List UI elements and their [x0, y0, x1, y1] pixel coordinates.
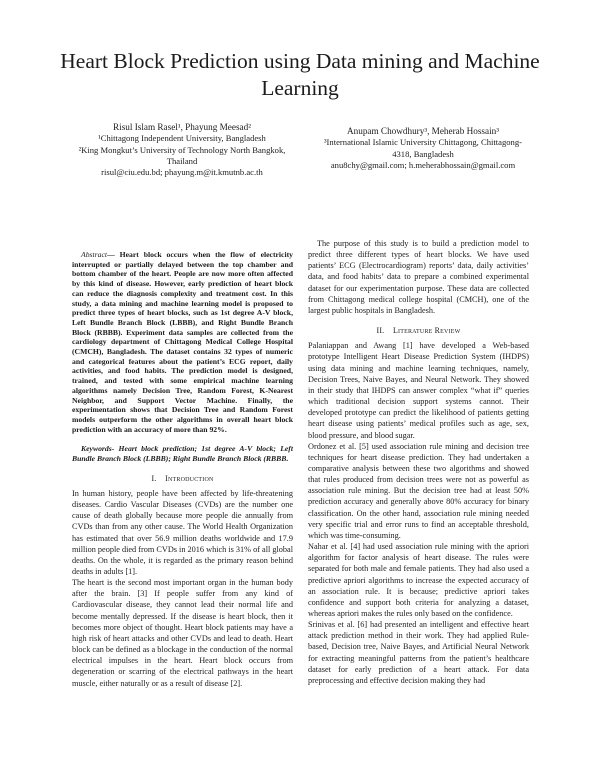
- author-block-2: [308, 126, 538, 171]
- paragraph: In human history, people have been affected by life-threatening diseases. Cardio Vascular Diseases (CVDs) are the number one cause of death globally because more people die annually from CVDs than from any other cause. The World Health Organization has estimated that over 56.9 million deaths worldwide and 17.9 million people died from CVDs in 2016 which is 31% of all global deaths. On the whole, it is regarded as the primary reason behind deaths in adults [1].: [72, 488, 293, 577]
- paragraph: Nahar et al. [4] had used association rule mining with the apriori algorithm for factor analysis of heart disease. The rules were separated for both male and female patients. They had also used a predictive apriori algorithms to increase the expected accuracy of an association rule. It is because; predictive apriori takes confidence and support both criteria for analyzing a dataset, whereas apriori makes the rules only based on the confidence.: [308, 542, 529, 618]
- right-column: [308, 238, 529, 686]
- section-title: Introduction: [165, 473, 214, 483]
- section-heading-literature-review: [308, 325, 529, 336]
- affiliation-line: ²King Mongkut’s University of Technology North Bangkok,: [78, 144, 286, 155]
- author-emails: anu8chy@gmail.com; h.meherabhossain@gmail.com: [330, 159, 516, 170]
- author-emails: risul@ciu.edu.bd; phayung.m@it.kmutnb.ac.th: [101, 167, 263, 178]
- paragraph: The purpose of this study is to build a prediction model to predict three different types of heart blocks. We have used patients’ ECG (Electrocardiogram) reports’ data, daily activities’ data, and food habits’ data to prepare a combined experimental dataset for our experimentation purpose. These data are collected from Chittagong medical college hospital (CMCH), one of the largest public hospitals in Bangladesh.: [308, 239, 529, 315]
- paper-title: Heart Block Prediction using Data mining and Machine Learning: [60, 49, 540, 100]
- section-title: Literature Review: [393, 326, 461, 336]
- author-names: Anupam Chowdhury³, Meherab Hossain³: [347, 126, 499, 136]
- affiliation-line: 4318, Bangladesh: [392, 148, 454, 159]
- abstract: [72, 250, 293, 434]
- abstract-text: — Heart block occurs when the flow of electricity interrupted or partially delayed between the top chamber and bottom chamber of the heart. People are now more often affected by this kind of disease. However, early prediction of heart block can reduce the diagnosis complexity and treatment cost. In this study, a data mining and machine learning model is proposed to predict three types of heart blocks, such as 1st degree A-V block, Left Bundle Branch Block (LBBB), and Right Bundle Branch Block (RBBB). Experiment data samples are collected from the cardiology department of Chittagong Medical College Hospital (CMCH), Bangladesh. The dataset contains 32 types of numeric and categorical features about the patient’s ECG report, daily activities, and food habits. The prediction model is designed, trained, and tested with some empirical machine learning algorithms namely Decision Tree, Random Forest, K-Nearest Neighbor, and Support Vector Machine. Finally, the experimentation shows that Decision Tree and Random Forest models outperform the other algorithms in overall heart block prediction with an accuracy of more than 92%.: [72, 250, 293, 434]
- abstract-label: Abstract: [81, 250, 108, 259]
- paragraph: Srinivas et al. [6] had presented an intelligent and effective heart attack prediction method in their work. They had applied Rule-based, Decision tree, Naive Bayes, and Artificial Neural Network for extracting meaningful patterns from the patient’s healthcare dataset for early prediction of a heart attack. For data preprocessing and effective decision making they had: [308, 620, 529, 685]
- paragraph: The heart is the second most important organ in the human body after the brain. [3] If people suffer from any kind of Cardiovascular disease, they cannot lead their normal life and become mentally depressed. If the disease is heart block, then it becomes more object of thought. Heart block patients may have a high risk of heart attacks and other CVDs and lead to death. Heart block can be defined as a blockage in the conduction of the normal electrical impulses in the heart. Heart block occurs from degeneration or scarring of the electrical pathways in the heart muscle, either naturally or as a result of disease [2].: [72, 578, 293, 688]
- affiliation-line: ¹Chittagong Independent University, Bangladesh: [98, 133, 266, 144]
- paragraph: Palaniappan and Awang [1] have developed a Web-based prototype Intelligent Heart Disease Prediction System (IHDPS) using data mining and machine learning techniques, namely, Decision Trees, Naive Bayes, and Neural Network. They showed in their study that IHDPS can answer complex “what if” queries which traditional decision support systems cannot. Their developed prototype can predict the likelihood of patients getting heart disease using patients’ medical profiles such as age, sex, blood pressure, and blood sugar.: [308, 341, 529, 440]
- affiliation-line: ³International Islamic University Chittagong, Chittagong-: [323, 137, 523, 148]
- affiliation-line: Thailand: [166, 155, 198, 166]
- section-number: I.: [151, 473, 157, 483]
- section-heading-introduction: [72, 473, 293, 484]
- left-column: [72, 250, 293, 689]
- section-number: II.: [376, 326, 385, 336]
- author-names: Risul Islam Rasel¹, Phayung Meesad²: [113, 122, 251, 132]
- keywords: Keywords- Heart block prediction; 1st degree A-V block; Left Bundle Branch Block (LBBB); Right Bundle Branch Block (RBBB.: [72, 444, 293, 464]
- author-block-1: [66, 122, 298, 178]
- paragraph: Ordonez et al. [5] used association rule mining and decision tree techniques for heart disease prediction. They had undertaken a comparative analysis between these two algorithms and showed that rules produced from decision trees were not as powerful as association rule mining. But the decision tree had at least 50% prediction accuracy and generally above 80% accuracy for binary classification. On the other hand, association rule mining needed very specific trial and error runs to find an acceptable threshold, which was time-consuming.: [308, 441, 529, 540]
